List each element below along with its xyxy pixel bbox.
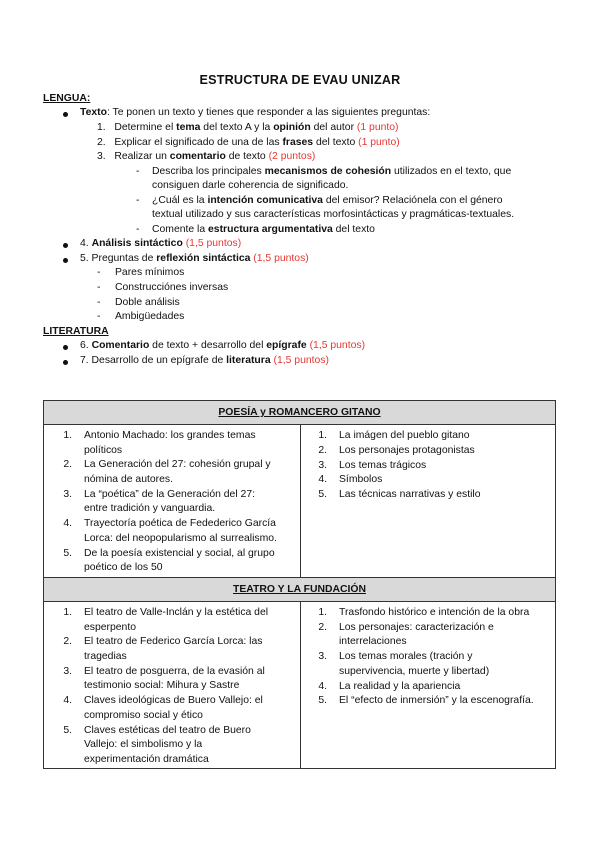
list-item-text: Símbolos — [339, 474, 383, 486]
list-item-text: entre tradición y vanguardia. — [84, 503, 216, 515]
sub-item-2-line2: textual utilizado y sus características morfosintácticas y pragmáticas-textuales. — [152, 209, 515, 220]
sub-item-2-line1: ¿Cuál es la intención comunicativa del emisor? Relaciónela con el género — [152, 195, 503, 206]
dash-icon: - — [136, 195, 140, 206]
list-item-text: Los temas trágicos — [339, 459, 427, 471]
bullet-icon — [63, 112, 68, 117]
list-item-number: 3. — [318, 459, 327, 471]
section-header-poesia: POESÍA y ROMANCERO GITANO — [44, 401, 555, 425]
list-item-number: 3. — [63, 488, 72, 500]
item5-sub-1: Pares mínimos — [115, 267, 185, 278]
list-item-number: 4. — [63, 518, 72, 530]
list-item-text: Antonio Machado: los grandes temas — [84, 430, 256, 441]
sub-item-1-line1: Describa los principales mecanismos de cohesión utilizados en el texto, que — [152, 166, 512, 177]
dash-icon: - — [97, 311, 101, 322]
list-item-text: Trasfondo histórico e intención de la obra — [339, 607, 530, 618]
list-item-number: 4. — [63, 695, 72, 707]
list-item-number: 3. — [318, 651, 327, 663]
list-item-text: Claves estéticas del teatro de Buero — [84, 724, 251, 736]
item5-sub-4: Ambigüedades — [115, 311, 185, 322]
list-item-text: La imágen del pueblo gitano — [339, 430, 470, 441]
topics-table — [43, 400, 556, 769]
list-item-text: experimentación dramática — [84, 753, 209, 765]
dash-icon: - — [136, 166, 140, 177]
list-item-text: poético de los 50 — [84, 562, 163, 574]
list-item-number: 5. — [318, 695, 327, 707]
list-item-text: esperpento — [84, 621, 136, 633]
page-title: ESTRUCTURA DE EVAU UNIZAR — [199, 73, 401, 87]
list-item-text: Los personajes: caracterización e — [339, 621, 494, 633]
list-item-text: Lorca: del neopopularismo al surrealismo. — [84, 532, 277, 544]
dash-icon: - — [97, 267, 101, 278]
literatura-item-7: 7. Desarrollo de un epígrafe de literatura (1,5 puntos) — [80, 355, 329, 366]
list-item-text: Los personajes protagonistas — [339, 444, 475, 456]
list-item-text: nómina de autores. — [84, 474, 173, 485]
list-item-number: 3. — [63, 665, 72, 677]
list-item-number: 2. — [63, 459, 72, 471]
list-item-number: 5. — [63, 547, 72, 559]
list-item-text: La “poética” de la Generación del 27: — [84, 488, 255, 500]
list-item-number: 5. — [318, 489, 327, 501]
list-item-number: 4. — [318, 680, 327, 692]
bullet-icon — [63, 345, 68, 350]
list-item-text: Los temas morales (tración y — [339, 651, 473, 663]
list-item-text: Trayectoría poética de Fedederico García — [84, 518, 276, 530]
literatura-item-6: 6. Comentario de texto + desarrollo del epígrafe (1,5 puntos) — [80, 340, 366, 351]
texto-item-1: 1. Determine el tema del texto A y la opinión del autor (1 punto) — [97, 122, 399, 133]
list-item-text: El “efecto de inmersión” y la escenografía. — [339, 695, 534, 707]
list-item-text: Claves ideológicas de Buero Vallejo: el — [84, 695, 263, 707]
list-item-number: 1. — [318, 607, 327, 618]
list-item-text: compromiso social y ético — [84, 709, 203, 721]
list-item-number: 1. — [63, 607, 72, 618]
list-item-text: La Generación del 27: cohesión grupal y — [84, 459, 271, 471]
list-item-text: Vallejo: el simbolismo y la — [84, 739, 203, 751]
lengua-heading: LENGUA: — [43, 93, 91, 104]
list-item-text: supervivencia, muerte y libertad) — [339, 665, 490, 677]
texto-intro: Texto: Te ponen un texto y tienes que responder a las siguientes preguntas: — [80, 107, 431, 118]
texto-item-2: 2. Explicar el significado de una de las frases del texto (1 punto) — [97, 137, 400, 148]
dash-icon: - — [97, 282, 101, 293]
lengua-item-5: 5. Preguntas de reflexión sintáctica (1,5 puntos) — [80, 253, 309, 264]
lengua-item-4: 4. Análisis sintáctico (1,5 puntos) — [80, 238, 242, 249]
list-item-number: 4. — [318, 474, 327, 486]
list-item-number: 1. — [318, 430, 327, 441]
list-item-text: El teatro de posguerra, de la evasión al — [84, 665, 265, 677]
dash-icon: - — [136, 224, 140, 235]
literatura-heading: LITERATURA — [43, 326, 109, 337]
list-item-text: testimonio social: Mihura y Sastre — [84, 680, 240, 692]
list-item-text: tragedias — [84, 651, 127, 662]
list-item-number: 1. — [63, 430, 72, 441]
sub-item-3-line1: Comente la estructura argumentativa del texto — [152, 224, 375, 235]
list-item-text: El teatro de Valle-Inclán y la estética del — [84, 607, 269, 618]
list-item-number: 2. — [318, 621, 327, 633]
list-item-number: 2. — [318, 444, 327, 456]
list-item-text: El teatro de Federico García Lorca: las — [84, 636, 263, 648]
bullet-icon — [63, 258, 68, 263]
sub-item-1-line2: consiguen darle coherencia de significado. — [152, 180, 349, 191]
item5-sub-2: Construcciónes inversas — [115, 282, 229, 293]
list-item-number: 5. — [63, 724, 72, 736]
list-item-text: De la poesía existencial y social, al grupo — [84, 547, 275, 559]
bullet-icon — [63, 360, 68, 365]
list-item-number: 2. — [63, 636, 72, 648]
bullet-icon — [63, 243, 68, 248]
list-item-text: Las técnicas narrativas y estilo — [339, 489, 481, 501]
item5-sub-3: Doble análisis — [115, 297, 180, 308]
list-item-text: políticos — [84, 444, 123, 456]
list-item-text: La realidad y la apariencia — [339, 680, 461, 692]
texto-item-3: 3. Realizar un comentario de texto (2 puntos) — [97, 151, 316, 162]
dash-icon: - — [97, 297, 101, 308]
section-header-teatro: TEATRO Y LA FUNDACIÓN — [44, 578, 555, 602]
list-item-text: interrelaciones — [339, 636, 407, 648]
